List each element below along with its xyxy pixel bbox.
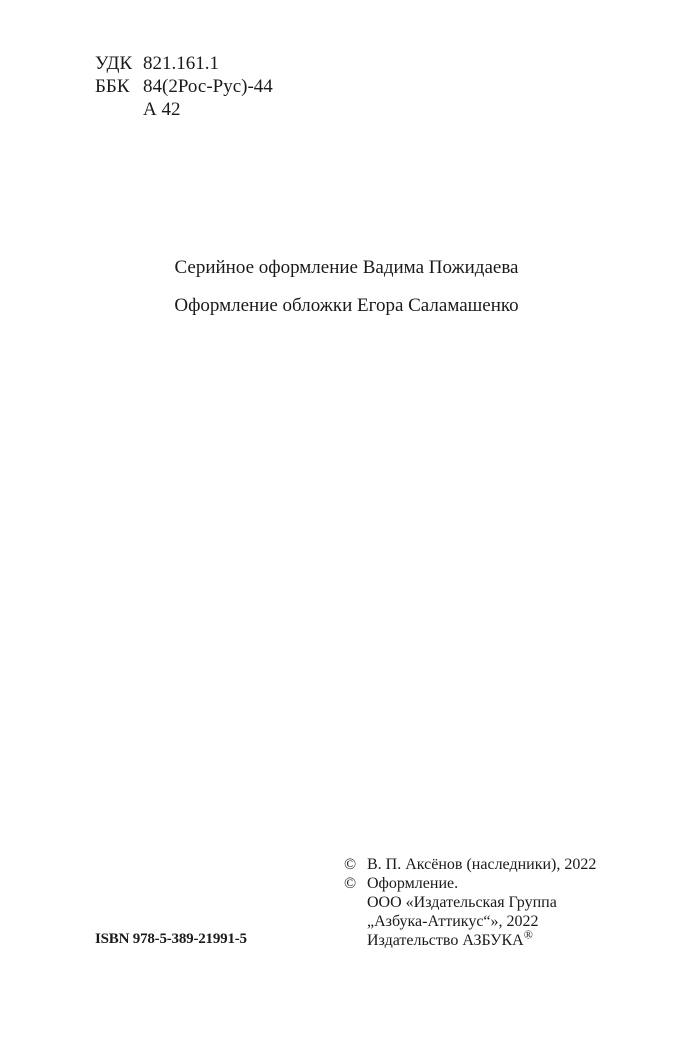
copyright-symbol: © — [344, 875, 357, 892]
copyright-design: Оформление. — [367, 875, 459, 892]
copyright-imprint — [344, 927, 596, 950]
imprint-name: Издательство АЗБУКА — [367, 932, 524, 949]
bbk-value: 84(2Рос-Рус)-44 — [143, 76, 273, 97]
bbk-row — [95, 75, 273, 98]
copyright-author: В. П. Аксёнов (наследники), 2022 — [367, 856, 597, 873]
series-design-credit: Серийное оформление Вадима Пожидаева — [174, 257, 519, 278]
copyright-publisher-name: „Азбука-Аттикус“», 2022 — [367, 913, 539, 930]
udk-label: УДК — [95, 53, 133, 74]
udk-row — [95, 52, 273, 75]
author-mark: А 42 — [143, 99, 181, 120]
copyright-block — [344, 855, 596, 950]
registered-trademark-icon: ® — [523, 927, 533, 942]
copyright-row-author — [344, 855, 596, 874]
copyright-symbol: © — [344, 856, 357, 873]
bbk-label: ББК — [95, 76, 130, 97]
classification-codes — [95, 52, 273, 121]
copyright-row-design — [344, 874, 596, 893]
isbn-number: ISBN 978-5-389-21991-5 — [95, 931, 247, 947]
copyright-publisher-line: ООО «Издательская Группа — [367, 894, 557, 911]
cover-design-credit: Оформление обложки Егора Саламашенко — [174, 295, 519, 316]
udk-value: 821.161.1 — [143, 53, 219, 74]
